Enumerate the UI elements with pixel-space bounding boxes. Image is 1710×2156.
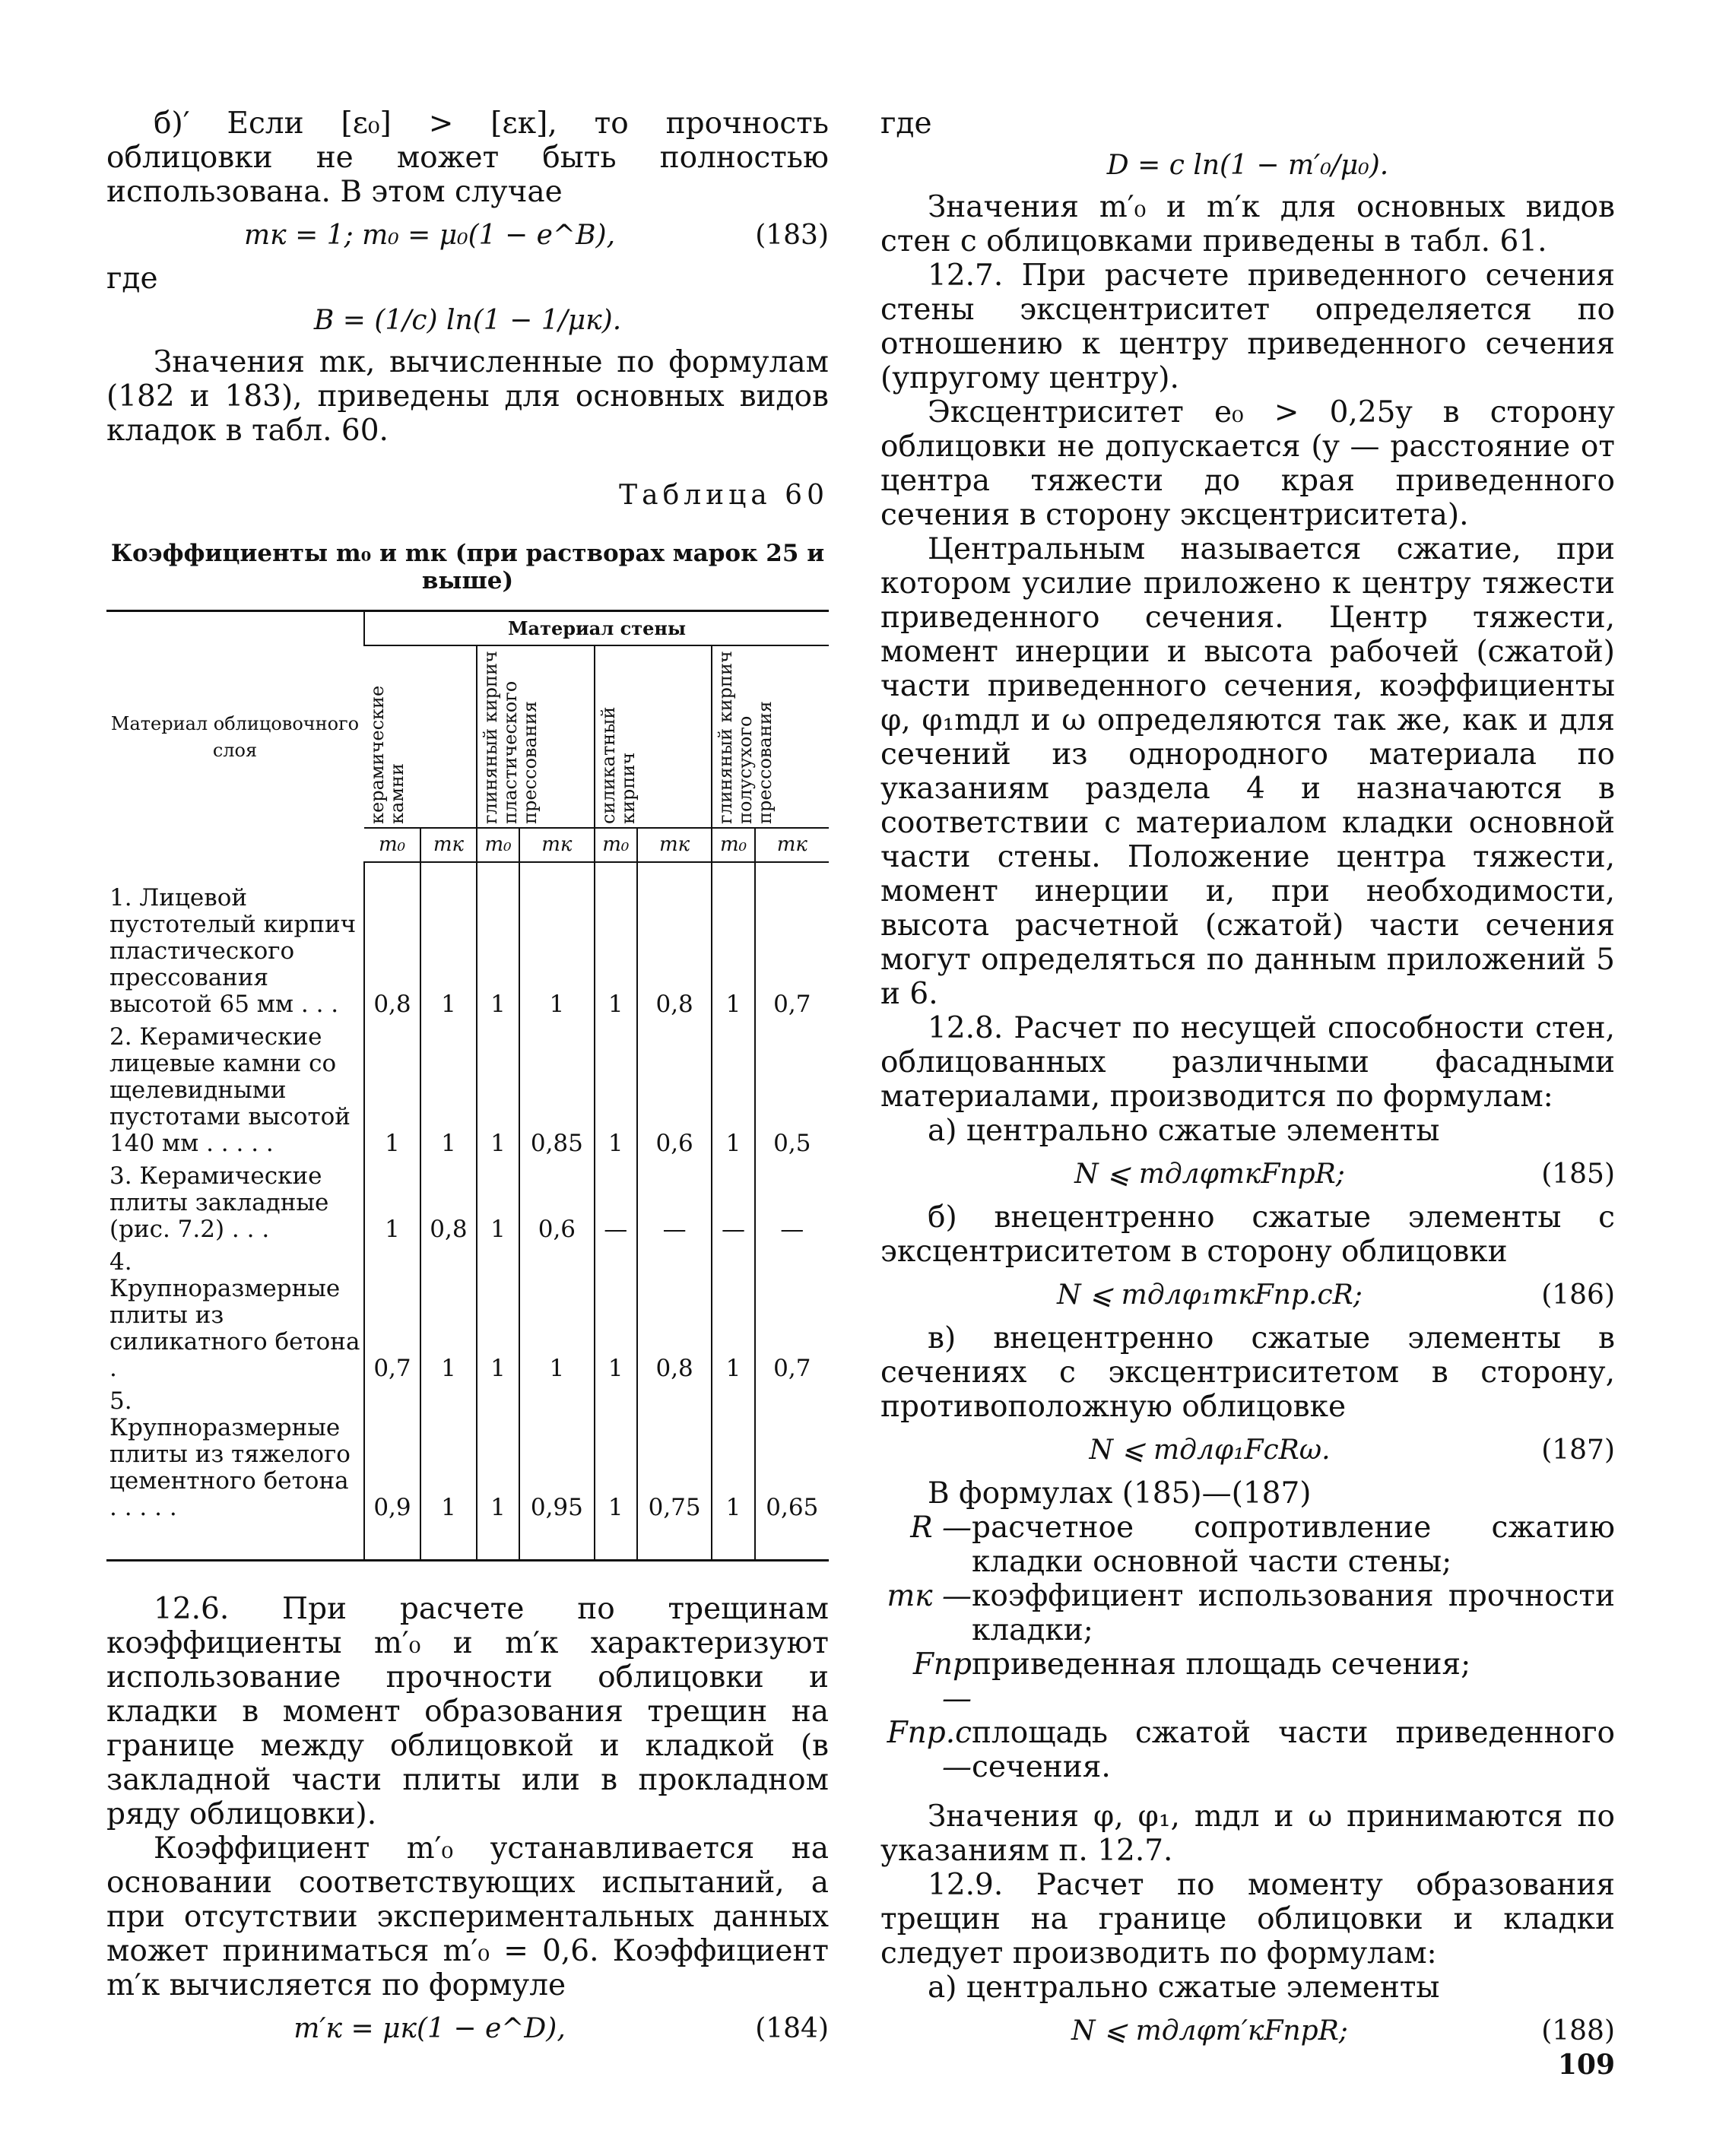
cell: — — [755, 1160, 829, 1246]
cell: 0,8 — [637, 1246, 712, 1385]
formula-188 — [880, 2014, 1615, 2048]
wall-material-1: керамические камни — [364, 645, 477, 828]
cell: 0,95 — [519, 1385, 595, 1561]
def-text: расчетное сопротивление сжатию кладки основной части стены; — [972, 1511, 1615, 1579]
table-row — [106, 1385, 829, 1561]
definition — [880, 1511, 1615, 1579]
where-label: где — [880, 106, 932, 141]
cell: 1 — [595, 1246, 637, 1385]
row-name: 5. Крупноразмерные плиты из тяжелого цементного бетона . . . . . — [109, 1387, 351, 1521]
table-row — [106, 1160, 829, 1246]
formula-number: (186) — [1541, 1279, 1615, 1311]
def-symbol: R — — [910, 1511, 972, 1545]
sub-header: m₀ — [595, 828, 637, 862]
cell: 0,5 — [755, 1021, 829, 1160]
cell: 0,85 — [519, 1021, 595, 1160]
cell: 1 — [519, 862, 595, 1021]
table-60 — [106, 610, 829, 1562]
cell: 1 — [477, 1160, 519, 1246]
list-item: а) центрально сжатые элементы — [928, 1971, 1440, 2005]
paragraph: 12.6. При расчете по трещинам коэффициенты m′₀ и m′к характеризуют использование прочности облицовки и кладки в момент образования трещин на границе между облицовкой и кладкой (в закладной части плиты или в прокладном ряду облицовки). — [106, 1592, 829, 1831]
paragraph: Центральным называется сжатие, при котором усилие приложено к центру тяжести приведенного сечения. Центр тяжести, момент инерции и высота рабочей (сжатой) части приведенного сечения, коэффициенты φ, φ₁mдл и ω определяются так же, как и для сечений из однородного материала по указаниям раздела 4 и назначаются в соответствии с материалом кладки основной части стены. Положение центра тяжести, момент инерции и, при необходимости, высота расчетной (сжатой) части сечения могут определяться по данным приложений 5 и 6. — [880, 532, 1615, 1011]
sub-header: m₀ — [712, 828, 754, 862]
paragraph: б)′ Если [ε₀] > [εк], то прочность облицовки не может быть полностью использована. В этом случае — [106, 106, 829, 209]
page-number: 109 — [1557, 2049, 1615, 2081]
sub-header: mк — [637, 828, 712, 862]
definition — [880, 1647, 1615, 1716]
cell: 1 — [712, 1021, 754, 1160]
formula-b: B = (1/c) ln(1 − 1/μк). — [313, 305, 622, 336]
definition — [880, 1579, 1615, 1647]
cell: 0,75 — [637, 1385, 712, 1561]
cell: 0,7 — [364, 1246, 420, 1385]
table-row — [106, 1246, 829, 1385]
cell: — — [595, 1160, 637, 1246]
formula-expr: mк = 1; m₀ = μ₀(1 − e^B), — [243, 220, 616, 251]
cell: 0,8 — [420, 1160, 477, 1246]
wall-material-header: Материал стены — [364, 611, 829, 646]
formula-184 — [106, 2012, 829, 2046]
cell: 1 — [364, 1021, 420, 1160]
row-name: 2. Керамические лицевые камни со щелевидными пустотами высотой 140 мм . . . . . — [109, 1023, 351, 1157]
def-text: площадь сжатой части приведенного сечения. — [972, 1716, 1615, 1784]
table-row — [106, 1021, 829, 1160]
def-text: приведенная площадь сечения; — [972, 1647, 1471, 1682]
cell: 1 — [712, 1246, 754, 1385]
cell: 1 — [420, 1385, 477, 1561]
cell: 0,7 — [755, 862, 829, 1021]
cell: 1 — [477, 1021, 519, 1160]
facing-material-header: Материал облицовочного слоя — [110, 712, 360, 761]
row-name: 1. Лицевой пустотелый кирпич пластического прессования высотой 65 мм . . . — [109, 884, 357, 1018]
paragraph: Значения m′₀ и m′к для основных видов стен с облицовками приведены в табл. 61. — [880, 190, 1615, 258]
def-symbol: Fпр.c — — [887, 1716, 972, 1784]
cell: 1 — [477, 1385, 519, 1561]
formula-d: D = c ln(1 − m′₀/μ₀). — [1106, 150, 1389, 181]
sub-header: mк — [519, 828, 595, 862]
formula-expr: N ⩽ mдлφ₁FcRω. — [1089, 1435, 1331, 1466]
cell: 1 — [595, 1021, 637, 1160]
cell: 1 — [420, 1021, 477, 1160]
list-item: в) внецентренно сжатые элементы в сечениях с эксцентриситетом в сторону, противоположную облицовке — [880, 1321, 1615, 1424]
def-text: коэффициент использования прочности кладки; — [972, 1579, 1615, 1647]
paragraph: 12.8. Расчет по несущей способности стен, облицованных различными фасадными материалами, производится по формулам: — [880, 1011, 1615, 1114]
formula-number: (185) — [1541, 1159, 1615, 1190]
cell: 0,65 — [755, 1385, 829, 1561]
cell: 1 — [712, 862, 754, 1021]
table-title: Коэффициенты m₀ и mк (при растворах марок 25 и выше) — [110, 540, 825, 594]
table-label: Таблица 60 — [619, 480, 829, 511]
cell: 1 — [712, 1385, 754, 1561]
cell: 0,7 — [755, 1246, 829, 1385]
cell: — — [637, 1160, 712, 1246]
def-symbol: mк — — [887, 1579, 972, 1613]
table-row — [106, 862, 829, 1021]
list-item: б) внецентренно сжатые элементы с эксцентриситетом в сторону облицовки — [880, 1200, 1615, 1269]
cell: 1 — [364, 1160, 420, 1246]
definition — [880, 1716, 1615, 1784]
paragraph: 12.7. При расчете приведенного сечения стены эксцентриситет определяется по отношению к центру приведенного сечения (упругому центру). — [880, 258, 1615, 395]
formula-185 — [880, 1157, 1615, 1191]
cell: 0,6 — [637, 1021, 712, 1160]
cell: 1 — [519, 1246, 595, 1385]
formula-expr: m′к = μк(1 − e^D), — [293, 2013, 566, 2044]
row-name: 3. Керамические плиты закладные (рис. 7.2) . . . — [109, 1162, 329, 1243]
sub-header: mк — [755, 828, 829, 862]
paragraph: В формулах (185)—(187) — [928, 1476, 1312, 1511]
formula-183 — [106, 218, 829, 252]
cell: 1 — [595, 862, 637, 1021]
formula-expr: N ⩽ mдлφmкFпрR; — [1074, 1159, 1345, 1190]
formula-number: (184) — [755, 2013, 829, 2044]
cell: — — [712, 1160, 754, 1246]
row-name: 4. Крупноразмерные плиты из силикатного бетона . — [109, 1248, 360, 1382]
cell: 1 — [420, 1246, 477, 1385]
formula-186 — [880, 1278, 1615, 1312]
formula-number: (187) — [1541, 1435, 1615, 1466]
def-symbol: Fпр — — [912, 1647, 972, 1716]
sub-header: m₀ — [477, 828, 519, 862]
wall-material-3: силикатный кирпич — [595, 645, 712, 828]
cell: 0,8 — [637, 862, 712, 1021]
paragraph: Значения φ, φ₁, mдл и ω принимаются по указаниям п. 12.7. — [880, 1799, 1615, 1868]
cell: 1 — [477, 1246, 519, 1385]
cell: 1 — [595, 1385, 637, 1561]
cell: 0,8 — [364, 862, 420, 1021]
cell: 1 — [420, 862, 477, 1021]
formula-number: (183) — [755, 220, 829, 251]
paragraph: Коэффициент m′₀ устанавливается на основании соответствующих испытаний, а при отсутствии экспериментальных данных может приниматься m′₀ = 0,6. Коэффициент m′к вычисляется по формуле — [106, 1831, 829, 2002]
sub-header: mк — [420, 828, 477, 862]
where-label: где — [106, 262, 158, 296]
formula-187 — [880, 1433, 1615, 1467]
right-column — [880, 106, 1615, 2057]
cell: 0,6 — [519, 1160, 595, 1246]
formula-expr: N ⩽ mдлφm′кFпрR; — [1071, 2015, 1348, 2047]
paragraph: Эксцентриситет e₀ > 0,25y в сторону облицовки не допускается (y — расстояние от центра тяжести до края приведенного сечения в сторону эксцентриситета). — [880, 395, 1615, 532]
wall-material-4: глиняный кирпич полусухого прессования — [712, 645, 829, 828]
paragraph: Значения mк, вычисленные по формулам (182 и 183), приведены для основных видов кладок в табл. 60. — [106, 345, 829, 448]
list-item: а) центрально сжатые элементы — [928, 1114, 1440, 1148]
cell: 0,9 — [364, 1385, 420, 1561]
sub-header: m₀ — [364, 828, 420, 862]
formula-expr: N ⩽ mдлφ₁mкFпр.cR; — [1057, 1279, 1363, 1311]
cell: 1 — [477, 862, 519, 1021]
wall-material-2: глиняный кирпич пластического прессования — [477, 645, 595, 828]
left-column — [106, 106, 829, 2055]
formula-number: (188) — [1541, 2015, 1615, 2047]
paragraph: 12.9. Расчет по моменту образования трещин на границе облицовки и кладки следует производить по формулам: — [880, 1868, 1615, 1971]
